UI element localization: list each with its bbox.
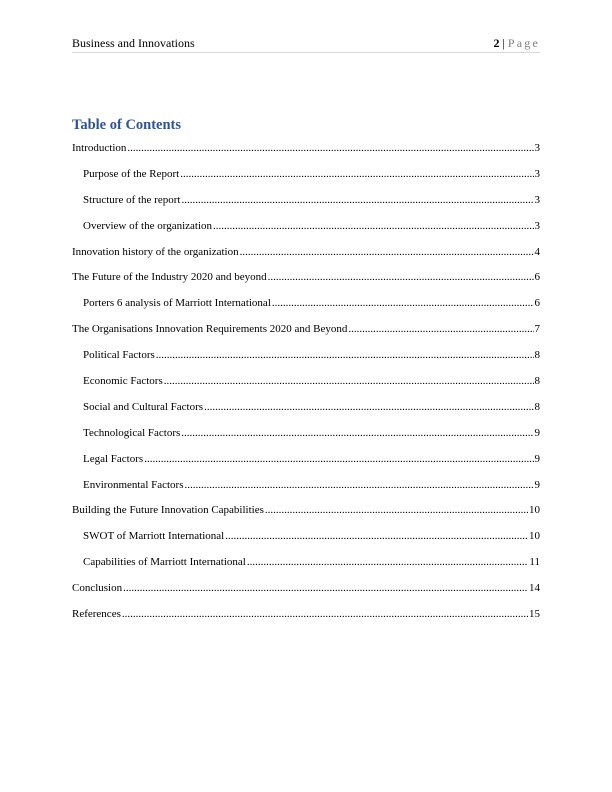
toc-entry-title: Innovation history of the organization bbox=[72, 245, 239, 258]
toc-dot-leader bbox=[265, 502, 528, 518]
toc-entry-page: 9 bbox=[534, 478, 540, 491]
toc-entry-title: Environmental Factors bbox=[83, 478, 184, 491]
toc-entry[interactable] bbox=[72, 451, 540, 477]
toc-entry-title: The Future of the Industry 2020 and beyond bbox=[72, 271, 267, 284]
toc-entry-title: Technological Factors bbox=[83, 426, 181, 439]
page-number-label bbox=[493, 36, 540, 50]
toc-entry-title: SWOT of Marriott International bbox=[83, 530, 225, 543]
toc-entry-title: Purpose of the Report bbox=[83, 167, 180, 180]
toc-dot-leader bbox=[122, 606, 528, 622]
toc-entry[interactable] bbox=[72, 347, 540, 373]
toc-dot-leader bbox=[123, 580, 528, 596]
toc-entry-page: 15 bbox=[529, 608, 540, 621]
toc-dot-leader bbox=[204, 399, 533, 415]
toc-entry[interactable] bbox=[72, 477, 540, 503]
page-word: Page bbox=[507, 36, 540, 50]
toc-entry-page: 10 bbox=[529, 504, 540, 517]
page-number: 2 bbox=[493, 36, 500, 50]
toc-entry-page: 8 bbox=[534, 375, 540, 388]
toc-entry-page: 3 bbox=[534, 167, 540, 180]
toc-dot-leader bbox=[181, 425, 533, 441]
toc-entry-page: 6 bbox=[534, 271, 540, 284]
toc-entry[interactable] bbox=[72, 528, 540, 554]
toc-entry[interactable] bbox=[72, 244, 540, 270]
toc-entry[interactable] bbox=[72, 166, 540, 192]
toc-entry-page: 9 bbox=[534, 452, 540, 465]
toc-dot-leader bbox=[247, 554, 529, 570]
toc-entry-page: 11 bbox=[529, 556, 540, 569]
toc-dot-leader bbox=[156, 347, 534, 363]
toc-entry-title: Building the Future Innovation Capabilities bbox=[72, 504, 264, 517]
toc-entry-title: The Organisations Innovation Requirements 2020 and Beyond bbox=[72, 323, 348, 336]
header-title: Business and Innovations bbox=[72, 36, 195, 50]
toc-entry-title: Porters 6 analysis of Marriott International bbox=[83, 297, 271, 310]
toc-entry-title: References bbox=[72, 608, 121, 621]
toc-entry[interactable] bbox=[72, 373, 540, 399]
toc-dot-leader bbox=[348, 321, 533, 337]
toc-entry-page: 3 bbox=[534, 193, 540, 206]
toc-entry-title: Capabilities of Marriott International bbox=[83, 556, 246, 569]
toc-entry[interactable] bbox=[72, 606, 540, 632]
toc-entry-title: Structure of the report bbox=[83, 193, 181, 206]
toc-entry[interactable] bbox=[72, 502, 540, 528]
toc-dot-leader bbox=[213, 218, 533, 234]
toc-dot-leader bbox=[144, 451, 533, 467]
toc-entry[interactable] bbox=[72, 192, 540, 218]
toc-entry-title: Legal Factors bbox=[83, 452, 144, 465]
table-of-contents bbox=[72, 140, 540, 632]
toc-entry[interactable] bbox=[72, 580, 540, 606]
toc-entry-page: 4 bbox=[534, 245, 540, 258]
page-header bbox=[72, 36, 540, 53]
toc-entry[interactable] bbox=[72, 295, 540, 321]
toc-dot-leader bbox=[225, 528, 528, 544]
toc-entry-page: 3 bbox=[534, 219, 540, 232]
toc-entry-title: Political Factors bbox=[83, 349, 155, 362]
toc-entry[interactable] bbox=[72, 554, 540, 580]
toc-dot-leader bbox=[240, 244, 534, 260]
toc-dot-leader bbox=[185, 477, 534, 493]
toc-entry-page: 8 bbox=[534, 349, 540, 362]
toc-heading: Table of Contents bbox=[72, 117, 182, 133]
toc-entry[interactable] bbox=[72, 218, 540, 244]
toc-entry[interactable] bbox=[72, 399, 540, 425]
toc-entry-page: 14 bbox=[529, 582, 540, 595]
toc-entry-title: Social and Cultural Factors bbox=[83, 400, 204, 413]
toc-entry-page: 8 bbox=[534, 400, 540, 413]
toc-entry-page: 7 bbox=[534, 323, 540, 336]
toc-entry[interactable] bbox=[72, 321, 540, 347]
toc-entry-page: 10 bbox=[529, 530, 540, 543]
toc-entry[interactable] bbox=[72, 140, 540, 166]
toc-entry-page: 6 bbox=[534, 297, 540, 310]
toc-entry[interactable] bbox=[72, 425, 540, 451]
page-separator: | bbox=[499, 36, 508, 50]
toc-entry-page: 9 bbox=[534, 426, 540, 439]
toc-entry-title: Conclusion bbox=[72, 582, 123, 595]
toc-dot-leader bbox=[180, 166, 533, 182]
toc-dot-leader bbox=[181, 192, 533, 208]
toc-dot-leader bbox=[268, 269, 534, 285]
toc-entry-title: Overview of the organization bbox=[83, 219, 213, 232]
toc-dot-leader bbox=[272, 295, 534, 311]
toc-entry-page: 3 bbox=[534, 142, 540, 154]
toc-entry-title: Economic Factors bbox=[83, 375, 163, 388]
toc-entry[interactable] bbox=[72, 269, 540, 295]
toc-entry-title: Introduction bbox=[72, 142, 127, 154]
toc-dot-leader bbox=[127, 140, 533, 156]
toc-dot-leader bbox=[164, 373, 534, 389]
